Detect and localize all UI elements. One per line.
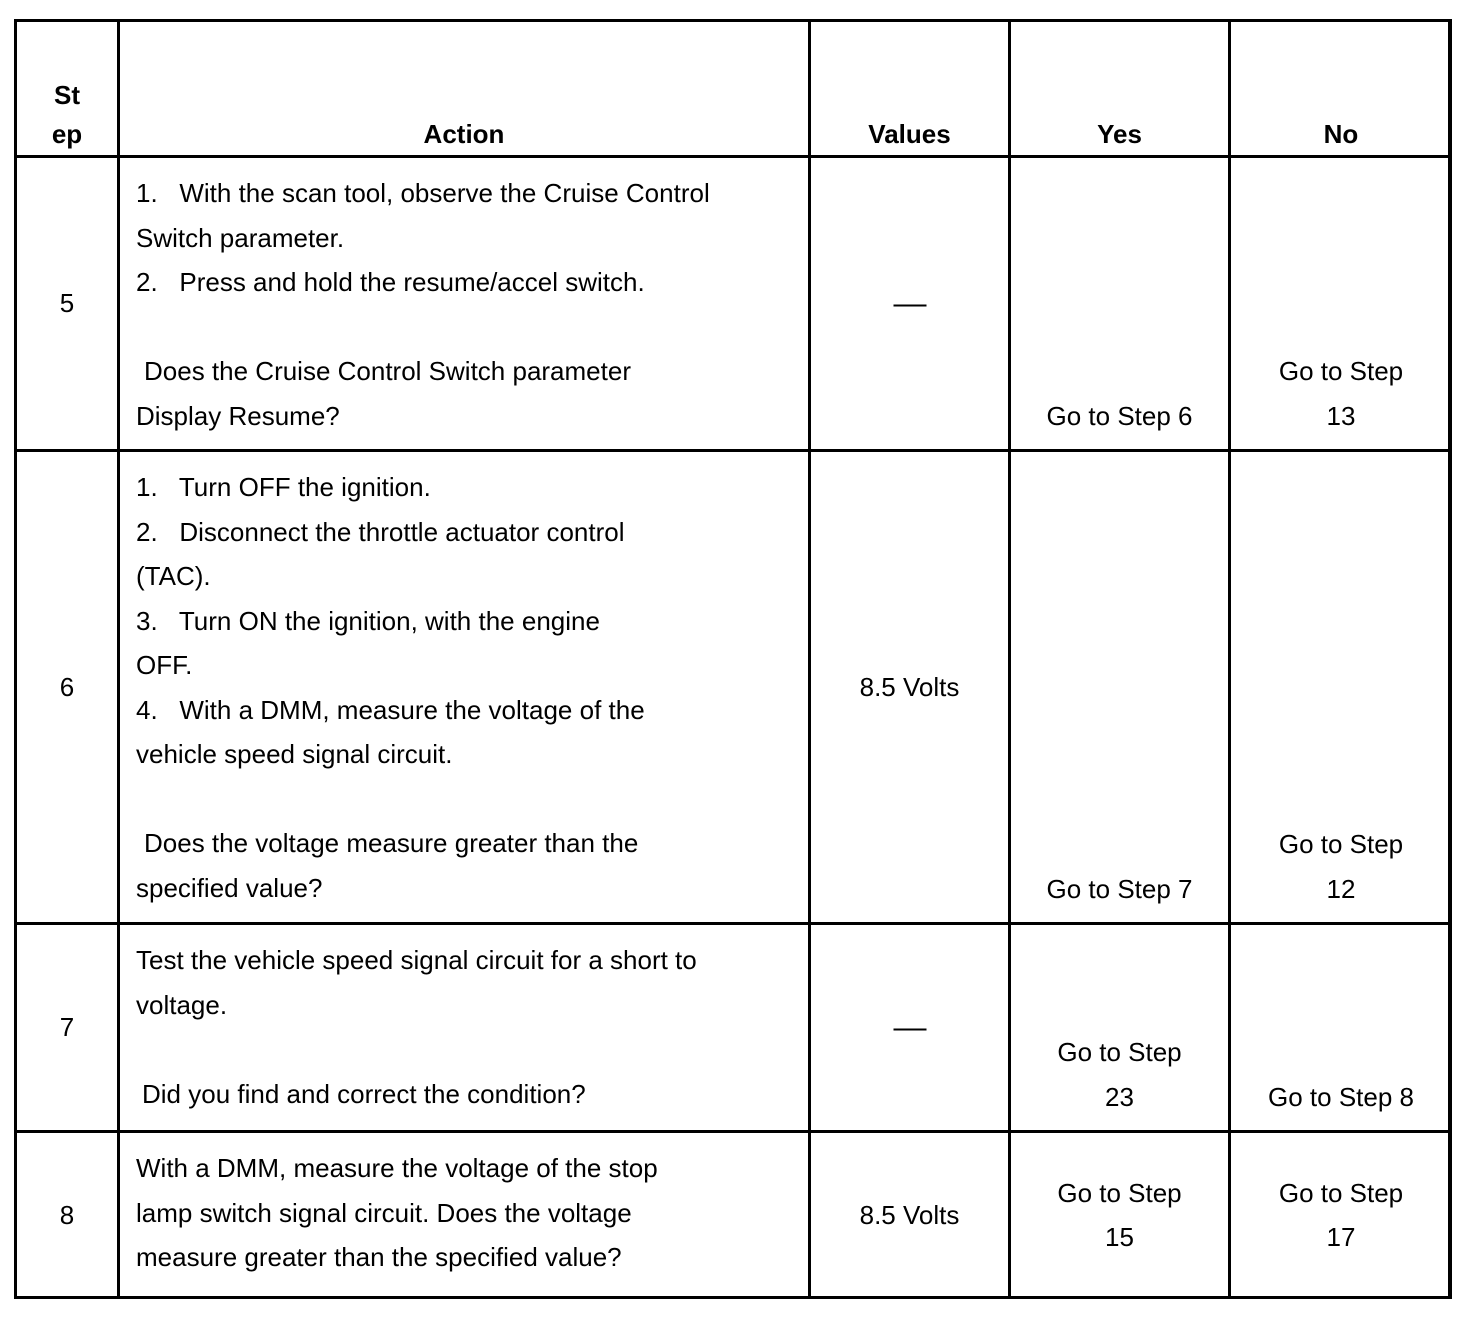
header-no-label: No (1323, 119, 1359, 149)
step-number: 8 (59, 1199, 75, 1230)
header-values (811, 22, 1011, 158)
action-line: 1. With the scan tool, observe the Cruise Control (136, 178, 710, 208)
action-line: voltage. (136, 989, 228, 1020)
header-action (120, 22, 811, 158)
header-step-line2: ep (51, 119, 83, 149)
yes-cell (1011, 925, 1231, 1133)
action-question-line: specified value? (136, 872, 323, 903)
action-line: 2. Press and hold the resume/accel switch. (136, 267, 645, 297)
yes-cell (1011, 1133, 1231, 1297)
action-line: 2. Disconnect the throttle actuator control (136, 516, 625, 547)
action-line: 3. Turn ON the ignition, with the engine (136, 605, 600, 636)
step-number: 6 (59, 671, 75, 702)
header-step (17, 22, 120, 158)
yes-text: 15 (1105, 1222, 1134, 1252)
header-action-label: Action (423, 119, 505, 149)
no-text: Go to Step (1278, 829, 1404, 859)
value-text: 8.5 Volts (859, 671, 960, 702)
action-line: measure greater than the specified value? (136, 1242, 622, 1272)
yes-text: 23 (1105, 1081, 1134, 1112)
action-question-line: Does the Cruise Control Switch parameter (144, 356, 631, 386)
action-line: Switch parameter. (136, 222, 345, 253)
value-cell (811, 452, 1011, 925)
action-cell (120, 925, 811, 1133)
header-step-line1: St (54, 80, 80, 110)
action-question-line: Display Resume? (136, 400, 340, 431)
no-cell (1231, 1133, 1451, 1297)
action-line: (TAC). (136, 561, 211, 591)
header-yes (1011, 22, 1231, 158)
value-dash: — (893, 1010, 926, 1044)
no-text: Go to Step (1278, 1177, 1404, 1208)
no-text: 17 (1326, 1222, 1356, 1252)
yes-text: Go to Step 6 (1046, 400, 1193, 431)
header-no (1231, 22, 1451, 158)
action-line: Test the vehicle speed signal circuit for a short to (136, 945, 697, 975)
step-number: 5 (59, 288, 75, 319)
action-question-line: Did you find and correct the condition? (142, 1078, 586, 1109)
yes-text: Go to Step (1057, 1177, 1182, 1208)
action-line: With a DMM, measure the voltage of the stop (136, 1153, 658, 1183)
yes-text: Go to Step 7 (1046, 873, 1193, 904)
diagnostic-table (14, 19, 1452, 1299)
value-cell (811, 158, 1011, 452)
action-line: 1. Turn OFF the ignition. (136, 472, 431, 502)
step-number-cell (17, 1133, 120, 1297)
value-text: 8.5 Volts (859, 1199, 960, 1230)
header-yes-label: Yes (1097, 119, 1142, 149)
value-dash: — (893, 286, 926, 320)
action-cell (120, 1133, 811, 1297)
no-text: Go to Step 8 (1268, 1081, 1414, 1112)
step-number-cell (17, 158, 120, 452)
header-values-label: Values (868, 119, 951, 149)
no-text: 13 (1326, 400, 1356, 431)
action-question-line: Does the voltage measure greater than the (144, 828, 639, 858)
action-line: 4. With a DMM, measure the voltage of the (136, 694, 645, 725)
action-cell (120, 158, 811, 452)
no-cell (1231, 452, 1451, 925)
action-line: lamp switch signal circuit. Does the voltage (136, 1197, 632, 1228)
yes-cell (1011, 452, 1231, 925)
action-line: vehicle speed signal circuit. (136, 739, 453, 769)
no-cell (1231, 925, 1451, 1133)
yes-text: Go to Step (1057, 1037, 1182, 1067)
value-cell (811, 1133, 1011, 1297)
step-number: 7 (59, 1012, 75, 1043)
step-number-cell (17, 452, 120, 925)
action-cell (120, 452, 811, 925)
no-text: Go to Step (1278, 356, 1404, 386)
action-line: OFF. (136, 650, 193, 680)
yes-cell (1011, 158, 1231, 452)
no-cell (1231, 158, 1451, 452)
value-cell (811, 925, 1011, 1133)
no-text: 12 (1326, 873, 1356, 904)
step-number-cell (17, 925, 120, 1133)
